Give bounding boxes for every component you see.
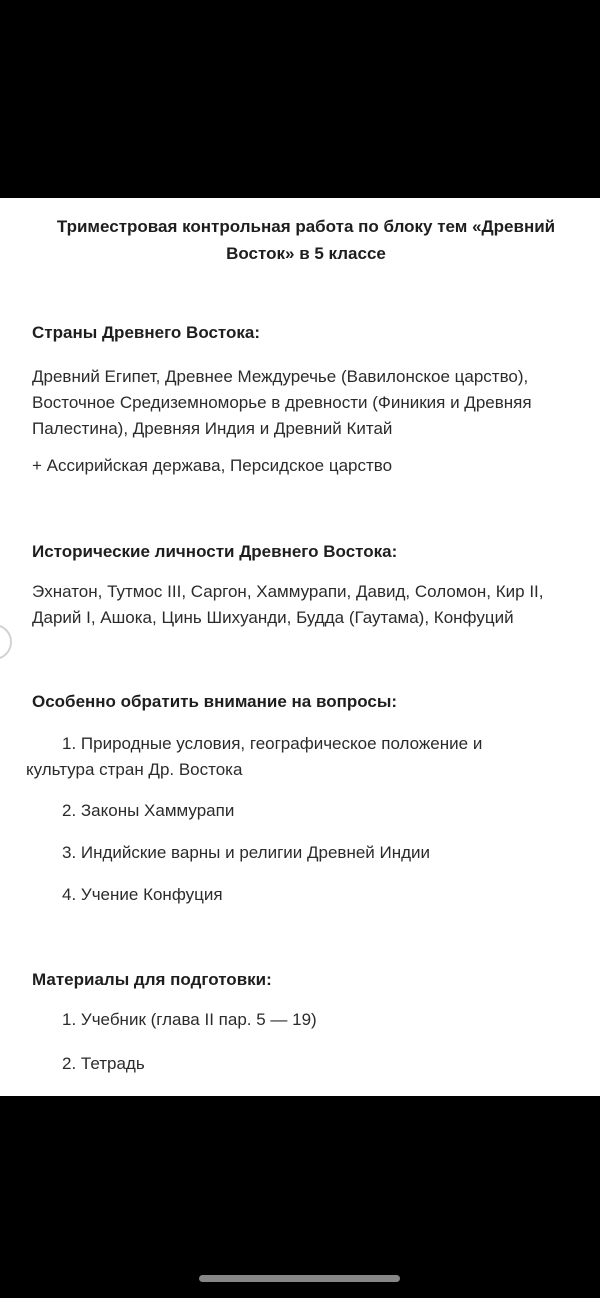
- section-heading-questions: Особенно обратить внимание на вопросы:: [32, 692, 398, 711]
- question-item-1: 1. Природные условия, географическое положение и культура стран Др. Востока: [26, 734, 483, 779]
- section-heading-countries: Страны Древнего Востока:: [32, 323, 261, 342]
- question-item-3: 3. Индийские варны и религии Древней Индии: [62, 843, 431, 862]
- section-heading-persons: Исторические личности Древнего Востока:: [32, 542, 398, 561]
- question-item-2: 2. Законы Хаммурапи: [62, 801, 235, 820]
- document-title: Триместровая контрольная работа по блоку тем «Древний Восток» в 5 классе: [56, 217, 556, 263]
- countries-extra-paragraph: + Ассирийская держава, Персидское царство: [32, 456, 393, 475]
- question-item-4: 4. Учение Конфуция: [62, 885, 223, 904]
- section-heading-materials: Материалы для подготовки:: [32, 970, 272, 989]
- letterbox-bottom-bar: [0, 1096, 600, 1298]
- countries-paragraph: Древний Египет, Древнее Междуречье (Вавилонское царство), Восточное Средиземноморье в древности (Финикия и Древняя Палестина), Древняя Индия и Древний Китай: [32, 367, 532, 438]
- letterbox-top-bar: [0, 0, 600, 198]
- scroll-handle-arc: [0, 624, 12, 660]
- persons-paragraph: Эхнатон, Тутмос III, Саргон, Хаммурапи, Давид, Соломон, Кир II, Дарий I, Ашока, Цинь Шихуанди, Будда (Гаутама), Конфуций: [32, 582, 544, 627]
- material-item-1: 1. Учебник (глава II пар. 5 — 19): [62, 1010, 317, 1029]
- material-item-2: 2. Тетрадь: [62, 1054, 145, 1073]
- home-indicator-bar[interactable]: [199, 1275, 400, 1282]
- document-page[interactable]: [0, 198, 600, 1096]
